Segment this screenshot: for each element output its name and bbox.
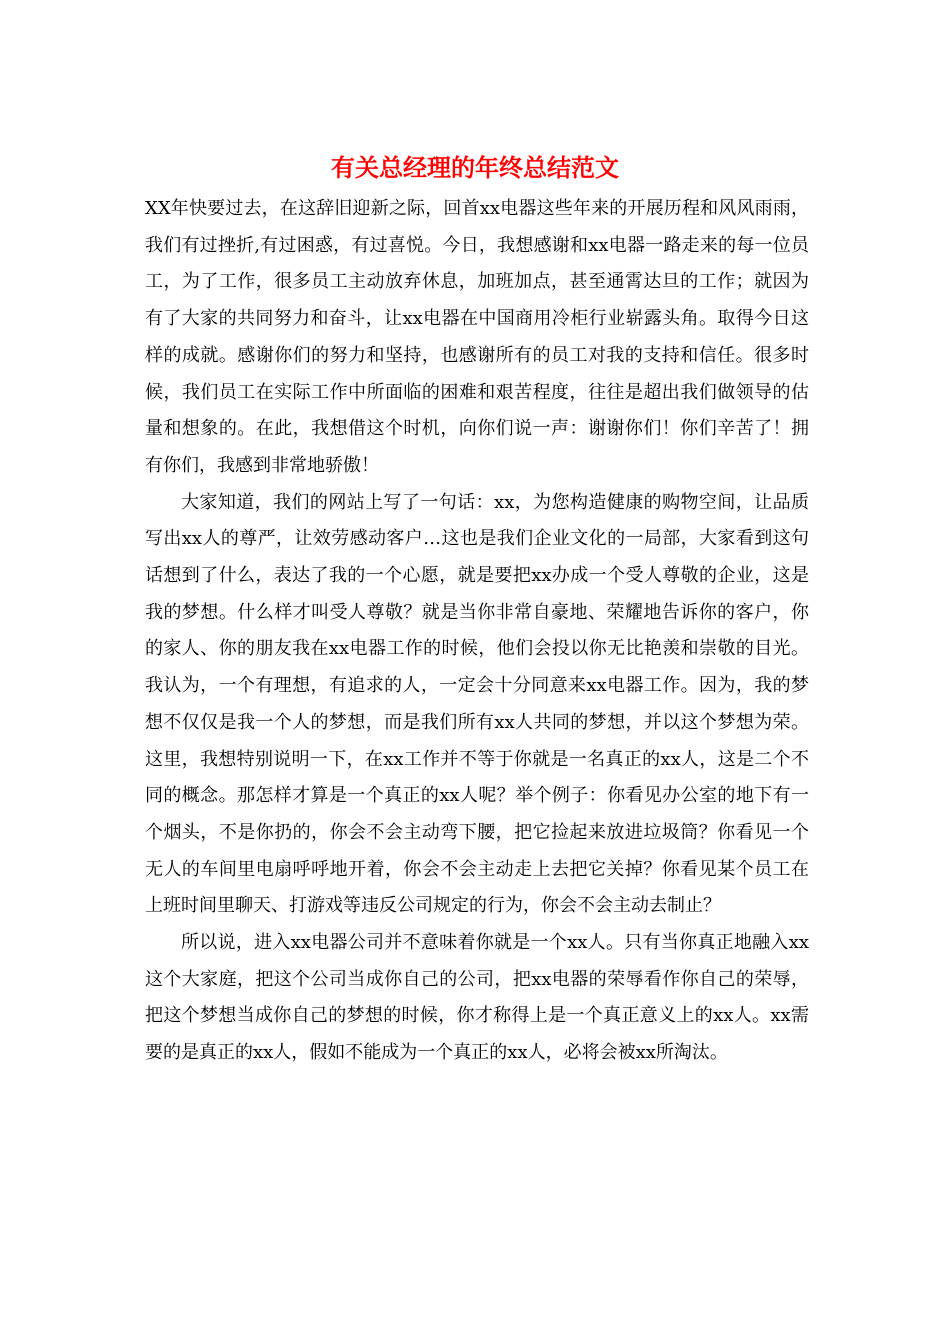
paragraph-3: 所以说，进入xx电器公司并不意味着你就是一个xx人。只有当你真正地融入xx这个大家庭，把这个公司当成你自己的公司，把xx电器的荣辱看作你自己的荣辱，把这个梦想当成你自己的梦想的时候，你才称得上是一个真正意义上的xx人。xx需要的是真正的xx人，假如不能成为一个真正的xx人，必将会被xx所淘汰。 (145, 932, 809, 1064)
document-title: 有关总经理的年终总结范文 (331, 154, 619, 182)
paragraph-2: 大家知道，我们的网站上写了一句话：xx，为您构造健康的购物空间，让品质写出xx人的尊严，让效劳感动客户…这也是我们企业文化的一局部，大家看到这句话想到了什么，表达了我的一个心愿，就是要把xx办成一个受人尊敬的企业，这是我的梦想。什么样才叫受人尊敬？就是当你非常自豪地、荣耀地告诉你的客户，你的家人、你的朋友我在xx电器工作的时候，他们会投以你无比艳羡和崇敬的目光。我认为，一个有理想，有追求的人，一定会十分同意来xx电器工作。因为，我的梦想不仅仅是我一个人的梦想，而是我们所有xx人共同的梦想，并以这个梦想为荣。这里，我想特别说明一下，在xx工作并不等于你就是一名真正的xx人，这是二个不同的概念。那怎样才算是一个真正的xx人呢？举个例子：你看见办公室的地下有一个烟头，不是你扔的，你会不会主动弯下腰，把它捡起来放进垃圾筒？你看见一个无人的车间里电扇呼呼地开着，你会不会主动走上去把它关掉？你看见某个员工在上班时间里聊天、打游戏等违反公司规定的行为，你会不会主动去制止？ (145, 491, 809, 917)
document-body (145, 191, 809, 1072)
paragraph-1: XX年快要过去，在这辞旧迎新之际，回首xx电器这些年来的开展历程和风风雨雨，我们有过挫折,有过困惑，有过喜悦。今日，我想感谢和xx电器一路走来的每一位员工，为了工作，很多员工主动放弃休息，加班加点，甚至通霄达旦的工作；就因为有了大家的共同努力和奋斗，让xx电器在中国商用冷柜行业崭露头角。取得今日这样的成就。感谢你们的努力和坚持，也感谢所有的员工对我的支持和信任。很多时候，我们员工在实际工作中所面临的困难和艰苦程度，往往是超出我们做领导的估量和想象的。在此，我想借这个时机，向你们说一声：谢谢你们！你们辛苦了！拥有你们，我感到非常地骄傲！ (145, 198, 809, 476)
